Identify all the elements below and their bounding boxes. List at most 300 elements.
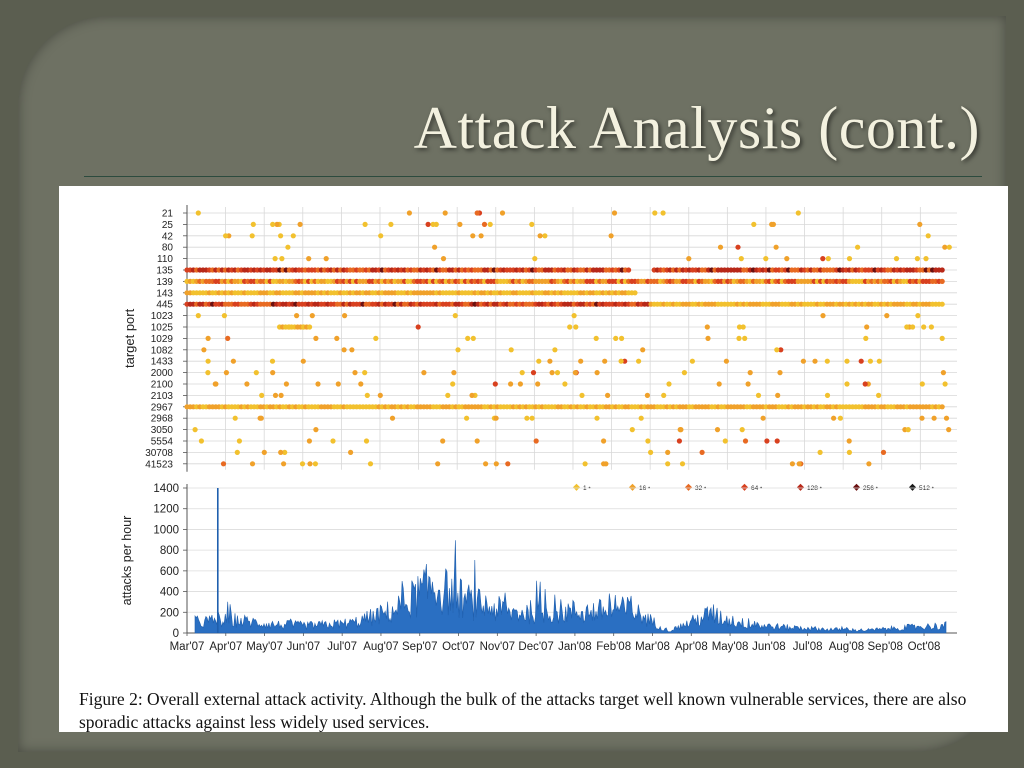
- attack-dot: [336, 381, 341, 386]
- month-tick-label: Aug'07: [363, 641, 399, 653]
- attack-dot: [524, 416, 529, 421]
- port-tick-label: 135: [156, 265, 173, 277]
- legend-label: 32 •: [695, 484, 707, 492]
- attack-dot: [378, 233, 383, 238]
- attack-dot: [777, 370, 782, 375]
- attack-dot: [306, 256, 311, 261]
- month-tick-label: Feb'08: [596, 641, 632, 653]
- attack-dot: [661, 393, 666, 398]
- legend-label: 1 •: [583, 484, 591, 492]
- port-tick-label: 110: [157, 254, 173, 266]
- attack-dot: [915, 313, 920, 318]
- port-tick-label: 2968: [150, 413, 173, 425]
- attack-dot: [763, 256, 768, 261]
- attack-dot: [330, 438, 335, 443]
- rate-tick-label: 400: [159, 586, 179, 599]
- attack-dot: [363, 222, 368, 227]
- attack-dot: [390, 416, 395, 421]
- attack-dot: [700, 450, 705, 455]
- attack-dot: [831, 416, 836, 421]
- attack-dot: [910, 324, 915, 329]
- legend-marker: [909, 484, 916, 491]
- attack-dot: [313, 427, 318, 432]
- port-tick-label: 25: [161, 219, 173, 231]
- month-tick-label: Sep'07: [402, 641, 438, 653]
- attack-dot: [797, 461, 802, 466]
- attack-dot: [812, 359, 817, 364]
- attack-dot: [465, 336, 470, 341]
- attack-dot: [838, 416, 843, 421]
- attack-dot: [270, 359, 275, 364]
- month-tick-label: May'07: [246, 641, 283, 653]
- port-tick-label: 3050: [150, 425, 173, 437]
- attack-dot: [825, 359, 830, 364]
- attack-dot: [630, 427, 635, 432]
- attack-dot: [595, 370, 600, 375]
- attack-dot: [205, 370, 210, 375]
- attack-dot: [942, 245, 947, 250]
- title-divider: [84, 176, 982, 177]
- attack-dot: [294, 313, 299, 318]
- attack-dot: [579, 393, 584, 398]
- attack-dot: [270, 370, 275, 375]
- attack-dot: [237, 438, 242, 443]
- attack-dot: [224, 370, 229, 375]
- attack-dot: [555, 370, 560, 375]
- attack-dot: [352, 370, 357, 375]
- attack-dot: [705, 336, 710, 341]
- attack-dot: [298, 222, 303, 227]
- attack-dot: [233, 416, 238, 421]
- attack-dot: [534, 438, 539, 443]
- attack-dot: [724, 359, 729, 364]
- attack-dot: [285, 245, 290, 250]
- attack-dot: [735, 245, 740, 250]
- attack-dot: [573, 324, 578, 329]
- attack-dot: [751, 222, 756, 227]
- attack-dot: [199, 438, 204, 443]
- attack-dot: [278, 233, 283, 238]
- attack-dot: [917, 222, 922, 227]
- attack-dot: [258, 416, 263, 421]
- legend-marker: [853, 484, 860, 491]
- attack-dot: [494, 416, 499, 421]
- rate-tick-label: 1000: [153, 524, 179, 537]
- attack-dot: [906, 427, 911, 432]
- attack-dot: [940, 404, 945, 409]
- attack-dot: [471, 336, 476, 341]
- port-axis-label: target port: [122, 308, 137, 369]
- attack-dot: [855, 245, 860, 250]
- month-tick-label: Jul'07: [327, 641, 358, 653]
- attack-dot: [475, 210, 480, 215]
- attack-dot: [613, 336, 618, 341]
- attack-dot: [619, 359, 624, 364]
- attack-dot: [796, 210, 801, 215]
- attack-dot: [453, 313, 458, 318]
- attack-dot: [680, 461, 685, 466]
- month-tick-label: Sep'08: [867, 641, 903, 653]
- attack-dot: [362, 370, 367, 375]
- attack-dot: [479, 233, 484, 238]
- rate-tick-label: 1200: [153, 503, 179, 516]
- rate-tick-label: 600: [159, 565, 179, 578]
- attack-dot: [904, 324, 909, 329]
- attack-chart: [59, 186, 1008, 686]
- attack-dot: [250, 461, 255, 466]
- attack-dot: [944, 416, 949, 421]
- attack-dot: [717, 381, 722, 386]
- port-tick-label: 1433: [150, 356, 173, 368]
- attack-dot: [483, 461, 488, 466]
- attack-dot: [464, 416, 469, 421]
- attack-dot: [222, 313, 227, 318]
- attack-dot: [863, 381, 868, 386]
- attack-dot: [536, 359, 541, 364]
- attack-dot: [844, 381, 849, 386]
- attack-dot: [196, 313, 201, 318]
- attack-dot: [262, 450, 267, 455]
- month-tick-label: Jun'07: [286, 641, 321, 653]
- attack-dot: [929, 324, 934, 329]
- port-tick-label: 30708: [145, 447, 173, 459]
- attack-dot: [818, 450, 823, 455]
- attack-dot: [790, 461, 795, 466]
- attack-dot: [940, 279, 945, 284]
- attack-dot: [421, 370, 426, 375]
- attack-dot: [741, 324, 746, 329]
- attack-dot: [284, 381, 289, 386]
- attack-dot: [740, 427, 745, 432]
- attack-dot: [941, 370, 946, 375]
- attack-dot: [441, 256, 446, 261]
- attack-dot: [342, 347, 347, 352]
- port-tick-label: 41523: [145, 459, 173, 471]
- attack-dot: [432, 245, 437, 250]
- attack-dot: [690, 359, 695, 364]
- attack-dot: [301, 359, 306, 364]
- attack-dot: [254, 370, 259, 375]
- attack-dot: [378, 393, 383, 398]
- attack-dot: [307, 461, 312, 466]
- attack-dot: [826, 256, 831, 261]
- attack-dot: [270, 222, 275, 227]
- attack-dot: [947, 245, 952, 250]
- attack-dot: [440, 438, 445, 443]
- attack-dot: [455, 347, 460, 352]
- attack-dot: [940, 302, 945, 307]
- attack-dot: [509, 347, 514, 352]
- attack-dot: [279, 256, 284, 261]
- rate-axis-label: attacks per hour: [120, 515, 134, 606]
- attack-dot: [632, 290, 637, 295]
- month-tick-label: May'08: [711, 641, 749, 653]
- attack-dot: [583, 461, 588, 466]
- month-tick-label: Oct'07: [442, 641, 475, 653]
- attack-dot: [494, 461, 499, 466]
- attack-dot: [475, 438, 480, 443]
- attack-dot: [868, 359, 873, 364]
- attack-dot: [221, 461, 226, 466]
- attack-dot: [572, 313, 577, 318]
- attack-dot: [538, 233, 543, 238]
- attack-dot: [529, 222, 534, 227]
- attack-dot: [358, 381, 363, 386]
- attack-dot: [434, 222, 439, 227]
- attack-dot: [451, 370, 456, 375]
- attack-dot: [508, 381, 513, 386]
- month-tick-label: Jan'08: [558, 641, 592, 653]
- attack-dot: [645, 438, 650, 443]
- attack-dot: [764, 438, 769, 443]
- attack-dot: [943, 381, 948, 386]
- attack-dot: [847, 438, 852, 443]
- attack-dot: [940, 267, 945, 272]
- attack-dot: [388, 222, 393, 227]
- attack-dot: [307, 324, 312, 329]
- attack-dot: [500, 210, 505, 215]
- attack-dot: [310, 313, 315, 318]
- attack-dot: [648, 450, 653, 455]
- attack-dot: [469, 393, 474, 398]
- attack-dot: [739, 256, 744, 261]
- rate-tick-label: 0: [172, 628, 179, 640]
- figure-panel: [59, 186, 1008, 732]
- attack-dot: [364, 438, 369, 443]
- slide-background: [18, 16, 1006, 752]
- attack-dot: [859, 359, 864, 364]
- attack-dot: [847, 256, 852, 261]
- attack-dot: [923, 256, 928, 261]
- month-tick-label: Mar'08: [635, 641, 670, 653]
- attack-dot: [844, 359, 849, 364]
- attack-dot: [932, 416, 937, 421]
- attack-dot: [894, 256, 899, 261]
- attack-dot: [562, 381, 567, 386]
- attack-dot: [235, 450, 240, 455]
- port-tick-label: 2000: [150, 368, 173, 380]
- attack-dot: [532, 256, 537, 261]
- attack-dot: [482, 222, 487, 227]
- attack-dot: [677, 438, 682, 443]
- legend-label: 128 •: [807, 484, 822, 492]
- attack-dot: [847, 450, 852, 455]
- month-tick-label: Nov'07: [479, 641, 516, 653]
- attack-dot: [300, 461, 305, 466]
- legend-marker: [573, 484, 580, 491]
- port-tick-label: 2967: [150, 402, 173, 414]
- attack-dot: [457, 222, 462, 227]
- attack-dot: [213, 381, 218, 386]
- legend-marker: [797, 484, 804, 491]
- attack-dot: [742, 336, 747, 341]
- attack-dot: [605, 393, 610, 398]
- attack-dot: [365, 393, 370, 398]
- legend-label: 256 •: [863, 484, 878, 492]
- attack-dot: [645, 393, 650, 398]
- attack-dot: [594, 336, 599, 341]
- attack-dot: [281, 461, 286, 466]
- attack-dot: [666, 381, 671, 386]
- attack-dot: [876, 393, 881, 398]
- attack-dot: [547, 359, 552, 364]
- port-tick-label: 80: [161, 242, 173, 254]
- attack-dot: [665, 450, 670, 455]
- attack-dot: [915, 256, 920, 261]
- attack-dot: [682, 370, 687, 375]
- attack-dot: [761, 416, 766, 421]
- port-tick-label: 5554: [150, 436, 173, 448]
- port-tick-label: 2103: [150, 390, 173, 402]
- attack-dot: [342, 313, 347, 318]
- slide-title: Attack Analysis (cont.): [413, 95, 980, 161]
- attack-dot: [416, 324, 421, 329]
- attack-dot: [505, 461, 510, 466]
- attack-dot: [349, 347, 354, 352]
- attack-dot: [661, 210, 666, 215]
- attack-dot: [665, 461, 670, 466]
- attack-dot: [488, 222, 493, 227]
- attack-dot: [609, 233, 614, 238]
- port-tick-label: 1025: [150, 322, 173, 334]
- attack-dot: [775, 438, 780, 443]
- attack-dot: [520, 370, 525, 375]
- attack-dot: [278, 450, 283, 455]
- month-tick-label: Dec'07: [518, 641, 554, 653]
- legend-marker: [685, 484, 692, 491]
- attack-dot: [259, 393, 264, 398]
- attack-dot: [715, 427, 720, 432]
- attack-dot: [348, 450, 353, 455]
- attack-dot: [450, 381, 455, 386]
- attack-dot: [723, 438, 728, 443]
- attack-dot: [866, 461, 871, 466]
- legend-marker: [629, 484, 636, 491]
- attack-dot: [926, 233, 931, 238]
- port-tick-label: 143: [156, 288, 173, 300]
- attack-dot: [863, 336, 868, 341]
- port-tick-label: 445: [156, 299, 173, 311]
- attack-dot: [686, 256, 691, 261]
- port-tick-label: 1082: [150, 345, 173, 357]
- port-tick-label: 1023: [150, 311, 173, 323]
- month-tick-label: Apr'07: [209, 641, 243, 653]
- rate-tick-label: 800: [159, 545, 179, 558]
- attack-dot: [193, 427, 198, 432]
- legend-label: 512 •: [919, 484, 934, 492]
- port-tick-label: 1029: [150, 333, 173, 345]
- attack-dot: [594, 416, 599, 421]
- figure-caption: Figure 2: Overall external attack activity. Although the bulk of the attacks target well known vulnerable services, there are also sporadic attacks against less widely used services.: [79, 689, 967, 732]
- attack-dot: [206, 336, 211, 341]
- attack-dot: [307, 438, 312, 443]
- attack-dot: [820, 313, 825, 318]
- legend-label: 16 •: [639, 484, 651, 492]
- attack-dot: [231, 359, 236, 364]
- attack-dot: [748, 370, 753, 375]
- attack-dot: [784, 256, 789, 261]
- month-tick-label: Mar'07: [169, 641, 205, 653]
- month-tick-label: Jul'08: [792, 641, 823, 653]
- port-tick-label: 139: [156, 276, 173, 288]
- attack-dot: [771, 222, 776, 227]
- attack-dot: [601, 461, 606, 466]
- attack-dot: [324, 256, 329, 261]
- attack-dot: [774, 245, 779, 250]
- attack-dot: [820, 256, 825, 261]
- attack-dot: [919, 416, 924, 421]
- attack-dot: [443, 210, 448, 215]
- port-tick-label: 2100: [150, 379, 173, 391]
- legend-marker: [741, 484, 748, 491]
- attack-dot: [201, 347, 206, 352]
- attack-dot: [678, 427, 683, 432]
- attack-dot: [542, 233, 547, 238]
- attack-dot: [619, 336, 624, 341]
- attack-dot: [573, 370, 578, 375]
- attack-dot: [273, 393, 278, 398]
- attack-dot: [244, 381, 249, 386]
- attack-dot: [426, 222, 431, 227]
- attack-dot: [736, 336, 741, 341]
- attack-dot: [530, 416, 535, 421]
- attack-dot: [578, 359, 583, 364]
- attack-dot: [602, 359, 607, 364]
- attack-dot: [626, 267, 631, 272]
- attack-dot: [601, 438, 606, 443]
- attack-dot: [535, 381, 540, 386]
- attack-dot: [775, 393, 780, 398]
- attack-dot: [279, 393, 284, 398]
- attack-dot: [531, 370, 536, 375]
- attack-dot: [640, 347, 645, 352]
- attack-dot: [550, 370, 555, 375]
- attack-dot: [864, 324, 869, 329]
- attack-dot: [877, 359, 882, 364]
- attack-rate-series: [195, 540, 946, 633]
- attack-dot: [470, 233, 475, 238]
- attack-dot: [291, 233, 296, 238]
- attack-dot: [407, 210, 412, 215]
- attack-dot: [636, 359, 641, 364]
- attack-dot: [920, 381, 925, 386]
- month-tick-label: Aug'08: [828, 641, 865, 653]
- attack-dot: [223, 233, 228, 238]
- attack-dot: [652, 210, 657, 215]
- attack-dot: [612, 210, 617, 215]
- attack-dot: [746, 381, 751, 386]
- attack-dot: [206, 359, 211, 364]
- month-tick-label: Apr'08: [674, 641, 708, 653]
- attack-dot: [756, 393, 761, 398]
- attack-dot: [435, 461, 440, 466]
- attack-dot: [251, 222, 256, 227]
- port-tick-label: 42: [161, 231, 173, 243]
- rate-tick-label: 200: [159, 607, 179, 620]
- attack-dot: [250, 233, 255, 238]
- attack-dot: [639, 416, 644, 421]
- attack-dot: [445, 393, 450, 398]
- attack-dot: [921, 324, 926, 329]
- attack-dot: [313, 336, 318, 341]
- attack-dot: [801, 359, 806, 364]
- attack-dot: [705, 324, 710, 329]
- attack-dot: [493, 381, 498, 386]
- attack-dot: [552, 347, 557, 352]
- attack-dot: [825, 393, 830, 398]
- attack-dot: [774, 347, 779, 352]
- attack-dot: [718, 245, 723, 250]
